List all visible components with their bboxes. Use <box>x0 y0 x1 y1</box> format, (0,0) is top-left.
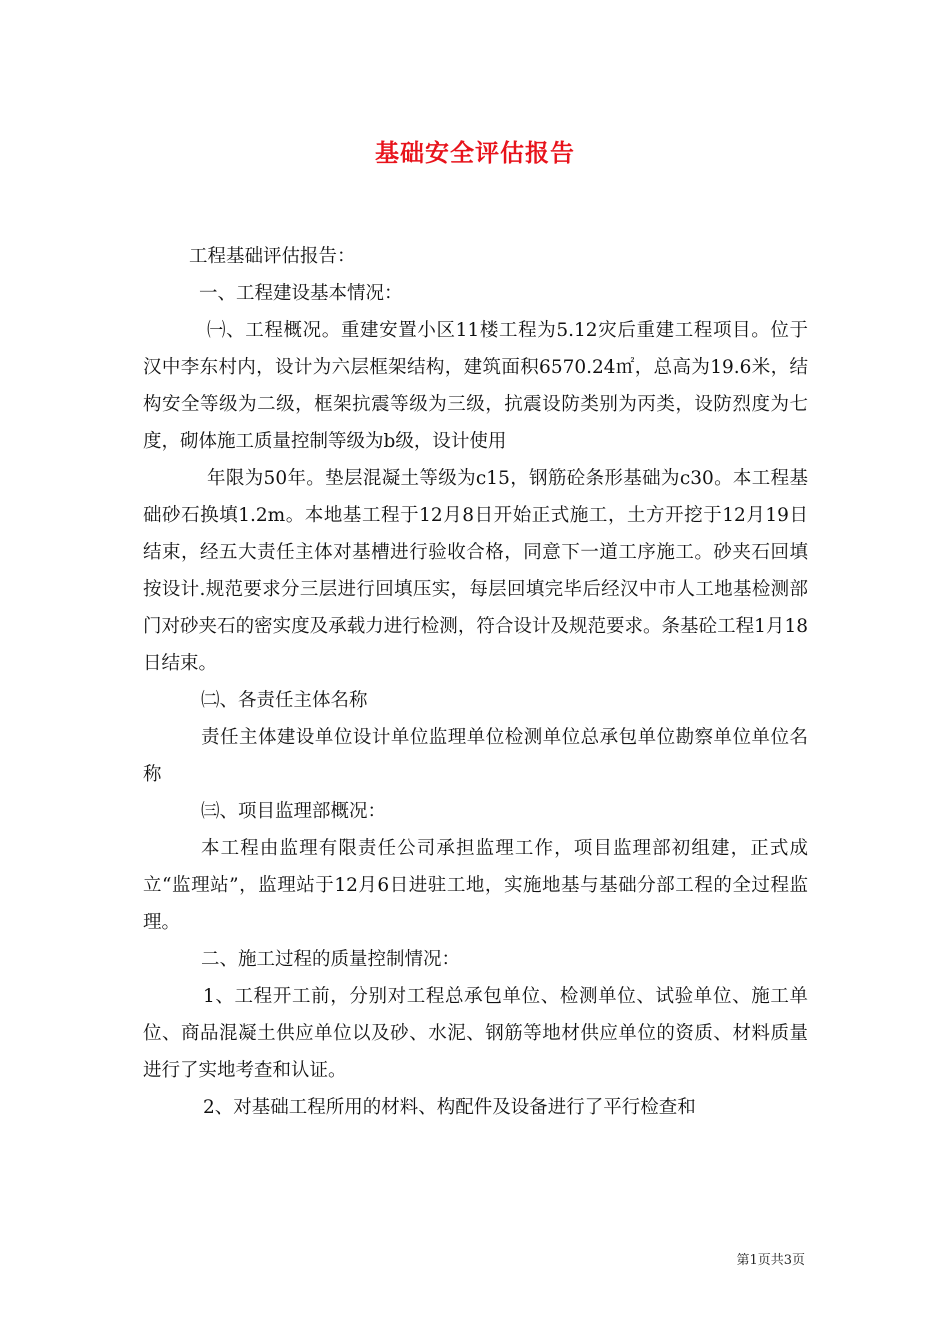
document-body <box>143 238 808 1126</box>
paragraph-report-heading: 工程基础评估报告： <box>189 246 356 267</box>
paragraph-supervision-details: 本工程由监理有限责任公司承担监理工作，项目监理部初组建，正式成立“监理站”，监理站于12月6日进驻工地，实施地基与基础分部工程的全过程监理。 <box>143 838 808 933</box>
document-title: 基础安全评估报告 <box>375 138 575 167</box>
page-number: 第1页共3页 <box>736 1253 805 1268</box>
paragraph-project-overview: ㈠、工程概况。重建安置小区11楼工程为5.12灾后重建工程项目。位于汉中李东村内，设计为六层框架结构，建筑面积6570.24㎡，总高为19.6米，结构安全等级为二级，框架抗震等级为三级，抗震设防类别为丙类，设防烈度为七度，砌体施工质量控制等级为b级，设计使用 <box>143 320 808 452</box>
paragraph-project-details: 年限为50年。垫层混凝土等级为c15，钢筋砼条形基础为c30。本工程基础砂石换填1.2m。本地基工程于12月8日开始正式施工，土方开挖于12月19日结束，经五大责任主体对基槽进行验收合格，同意下一道工序施工。砂夹石回填按设计.规范要求分三层进行回填压实，每层回填完毕后经汉中市人工地基检测部门对砂夹石的密实度及承载力进行检测，符合设计及规范要求。条基砼工程1月18日结束。 <box>143 468 808 674</box>
paragraph-item-two: 2、对基础工程所用的材料、构配件及设备进行了平行检查和 <box>203 1097 696 1118</box>
paragraph-item-one: 1、工程开工前，分别对工程总承包单位、检测单位、试验单位、施工单位、商品混凝土供应单位以及砂、水泥、钢筋等地材供应单位的资质、材料质量进行了实地考查和认证。 <box>143 986 808 1081</box>
paragraph-supervision-heading: ㈢、项目监理部概况： <box>201 801 387 822</box>
paragraph-section-one-heading: 一、工程建设基本情况： <box>199 283 403 304</box>
paragraph-section-two-heading: 二、施工过程的质量控制情况： <box>201 949 461 970</box>
paragraph-responsible-parties-heading: ㈡、各责任主体名称 <box>201 690 368 711</box>
paragraph-responsible-parties: 责任主体建设单位设计单位监理单位检测单位总承包单位勘察单位单位名称 <box>143 727 808 785</box>
